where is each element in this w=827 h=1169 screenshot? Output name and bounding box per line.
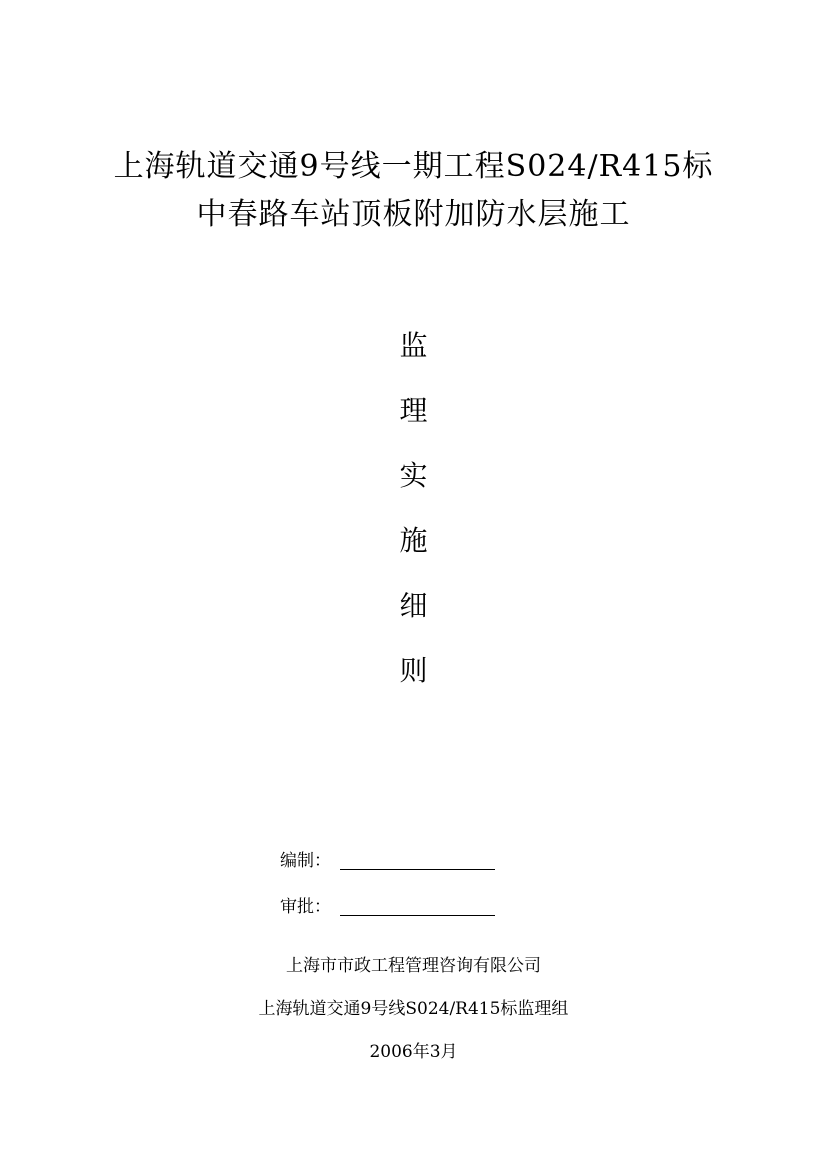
doc-type-char: 细 <box>399 589 428 622</box>
compiled-by-label: 编制： <box>280 851 331 871</box>
approved-by-label: 审批： <box>280 897 331 917</box>
document-footer <box>0 955 827 1084</box>
approved-by-row <box>280 872 580 918</box>
document-type-heading <box>0 330 827 720</box>
compiled-by-signature-line <box>340 849 495 870</box>
title-line-2: 中春路车站顶板附加防水层施工 <box>196 197 631 232</box>
document-date: 2006年3月 <box>369 1042 458 1062</box>
doc-type-char: 监 <box>399 329 428 362</box>
company-name: 上海市市政工程管理咨询有限公司 <box>286 956 541 976</box>
document-title <box>0 143 827 239</box>
approved-by-signature-line <box>340 895 495 916</box>
doc-type-char: 理 <box>399 394 428 427</box>
compiled-by-row <box>280 826 580 872</box>
title-line-1: 上海轨道交通9号线一期工程S024/R415标 <box>113 149 714 184</box>
signature-block <box>280 826 580 918</box>
supervision-group: 上海轨道交通9号线S024/R415标监理组 <box>258 999 569 1019</box>
doc-type-char: 则 <box>399 654 428 687</box>
doc-type-char: 施 <box>399 524 428 557</box>
doc-type-char: 实 <box>399 459 428 492</box>
